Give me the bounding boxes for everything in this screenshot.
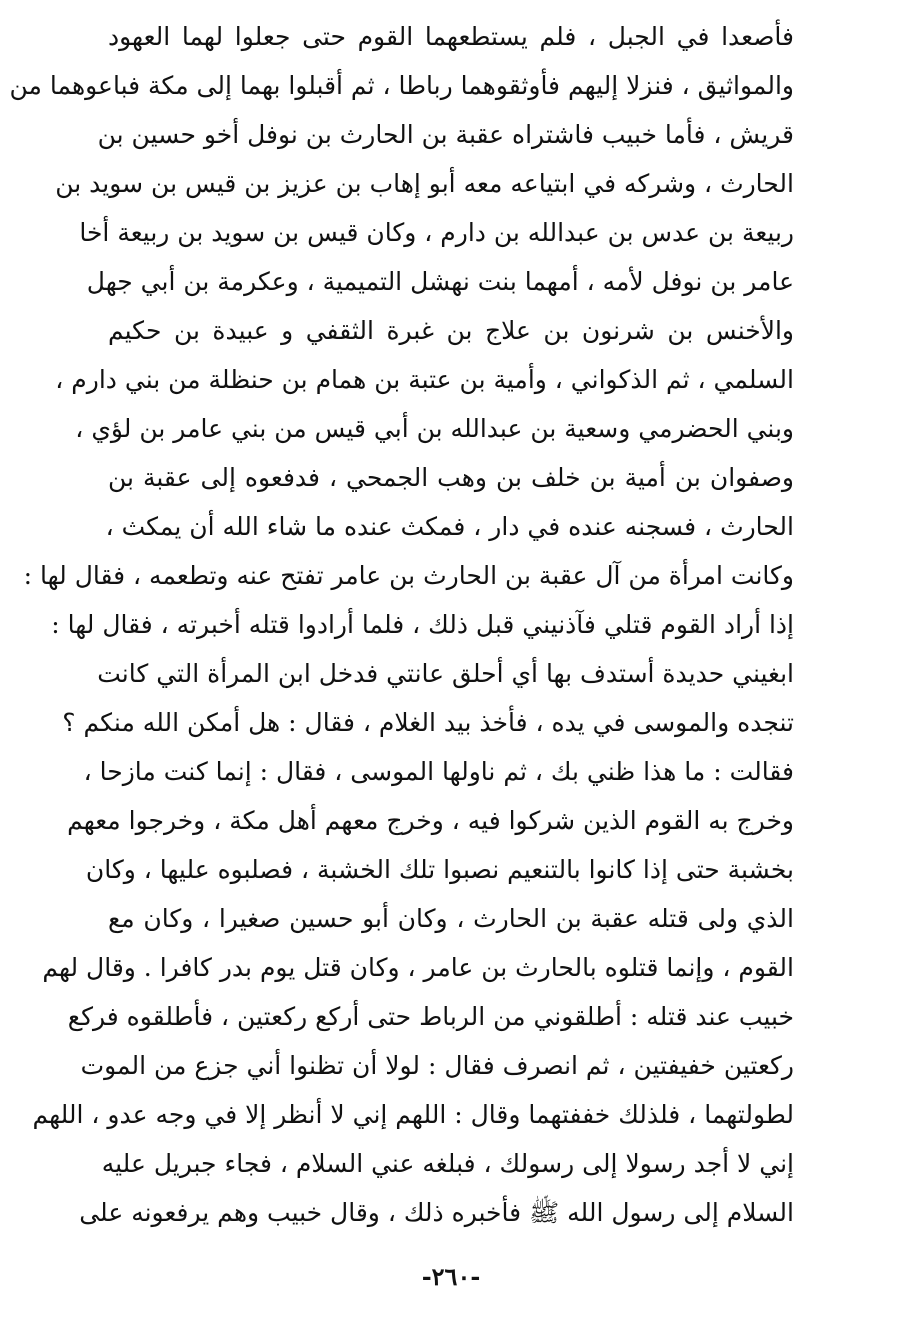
body-text bbox=[9, 12, 794, 1237]
text-line: وصفوان بن أمية بن خلف بن وهب الجمحي ، فدفعوه إلى عقبة بن bbox=[108, 463, 794, 492]
text-line: وبني الحضرمي وسعية بن عبدالله بن أبي قيس من بني عامر بن لؤي ، bbox=[75, 414, 794, 443]
text-line: وكانت امرأة من آل عقبة بن الحارث بن عامر تفتح عنه وتطعمه ، فقال لها : bbox=[23, 561, 794, 590]
text-line: فأصعدا في الجبل ، فلم يستطعهما القوم حتى جعلوا لهما العهود bbox=[108, 22, 794, 51]
text-line: لطولتهما ، فلذلك خففتهما وقال : اللهم إني لا أنظر إلا في وجه عدو ، اللهم bbox=[32, 1100, 794, 1129]
text-line: السلمي ، ثم الذكواني ، وأمية بن عتبة بن همام بن حنظلة من بني دارم ، bbox=[55, 365, 794, 394]
text-line: تنجده والموسى في يده ، فأخذ بيد الغلام ، فقال : هل أمكن الله منكم ؟ bbox=[62, 708, 794, 737]
text-line: الحارث ، وشركه في ابتياعه معه أبو إهاب بن عزيز بن قيس بن سويد بن bbox=[55, 169, 794, 198]
text-line: الذي ولى قتله عقبة بن الحارث ، وكان أبو حسين صغيرا ، وكان مع bbox=[108, 904, 794, 933]
text-line: إني لا أجد رسولا إلى رسولك ، فبلغه عني السلام ، فجاء جبريل عليه bbox=[101, 1149, 794, 1178]
text-line: الحارث ، فسجنه عنده في دار ، فمكث عنده ما شاء الله أن يمكث ، bbox=[105, 512, 794, 541]
text-line: والأخنس بن شرنون بن علاج بن غبرة الثقفي و عبيدة بن حكيم bbox=[108, 316, 794, 345]
text-line: قريش ، فأما خبيب فاشتراه عقبة بن الحارث بن نوفل أخو حسين بن bbox=[97, 120, 794, 149]
text-line: ربيعة بن عدس بن عبدالله بن دارم ، وكان قيس بن سويد بن ربيعة أخا bbox=[79, 218, 794, 247]
text-line: والمواثيق ، فنزلا إليهم فأوثقوهما رباطا ، ثم أقبلوا بهما إلى مكة فباعوهما من bbox=[9, 71, 794, 100]
text-line: فقالت : ما هذا ظني بك ، ثم ناولها الموسى ، فقال : إنما كنت مازحا ، bbox=[83, 757, 794, 786]
text-line: القوم ، وإنما قتلوه بالحارث بن عامر ، وكان قتل يوم بدر كافرا . وقال لهم bbox=[42, 953, 794, 982]
text-line: ركعتين خفيفتين ، ثم انصرف فقال : لولا أن تظنوا أني جزع من الموت bbox=[80, 1051, 794, 1080]
page-number: -٢٦٠- bbox=[421, 1262, 481, 1291]
text-line: ابغيني حديدة أستدف بها أي أحلق عانتي فدخل ابن المرأة التي كانت bbox=[97, 659, 794, 688]
text-line: إذا أراد القوم قتلي فآذنيني قبل ذلك ، فلما أرادوا قتله أخبرته ، فقال لها : bbox=[51, 610, 794, 639]
text-line: خبيب عند قتله : أطلقوني من الرباط حتى أركع ركعتين ، فأطلقوه فركع bbox=[67, 1002, 794, 1031]
text-line: عامر بن نوفل لأمه ، أمهما بنت نهشل التميمية ، وعكرمة بن أبي جهل bbox=[86, 267, 794, 296]
text-line: وخرج به القوم الذين شركوا فيه ، وخرج معهم أهل مكة ، وخرجوا معهم bbox=[67, 806, 794, 835]
text-line: بخشبة حتى إذا كانوا بالتنعيم نصبوا تلك الخشبة ، فصلبوه عليها ، وكان bbox=[85, 855, 794, 884]
text-line: السلام إلى رسول الله ﷺ فأخبره ذلك ، وقال خبيب وهم يرفعونه على bbox=[79, 1198, 794, 1227]
